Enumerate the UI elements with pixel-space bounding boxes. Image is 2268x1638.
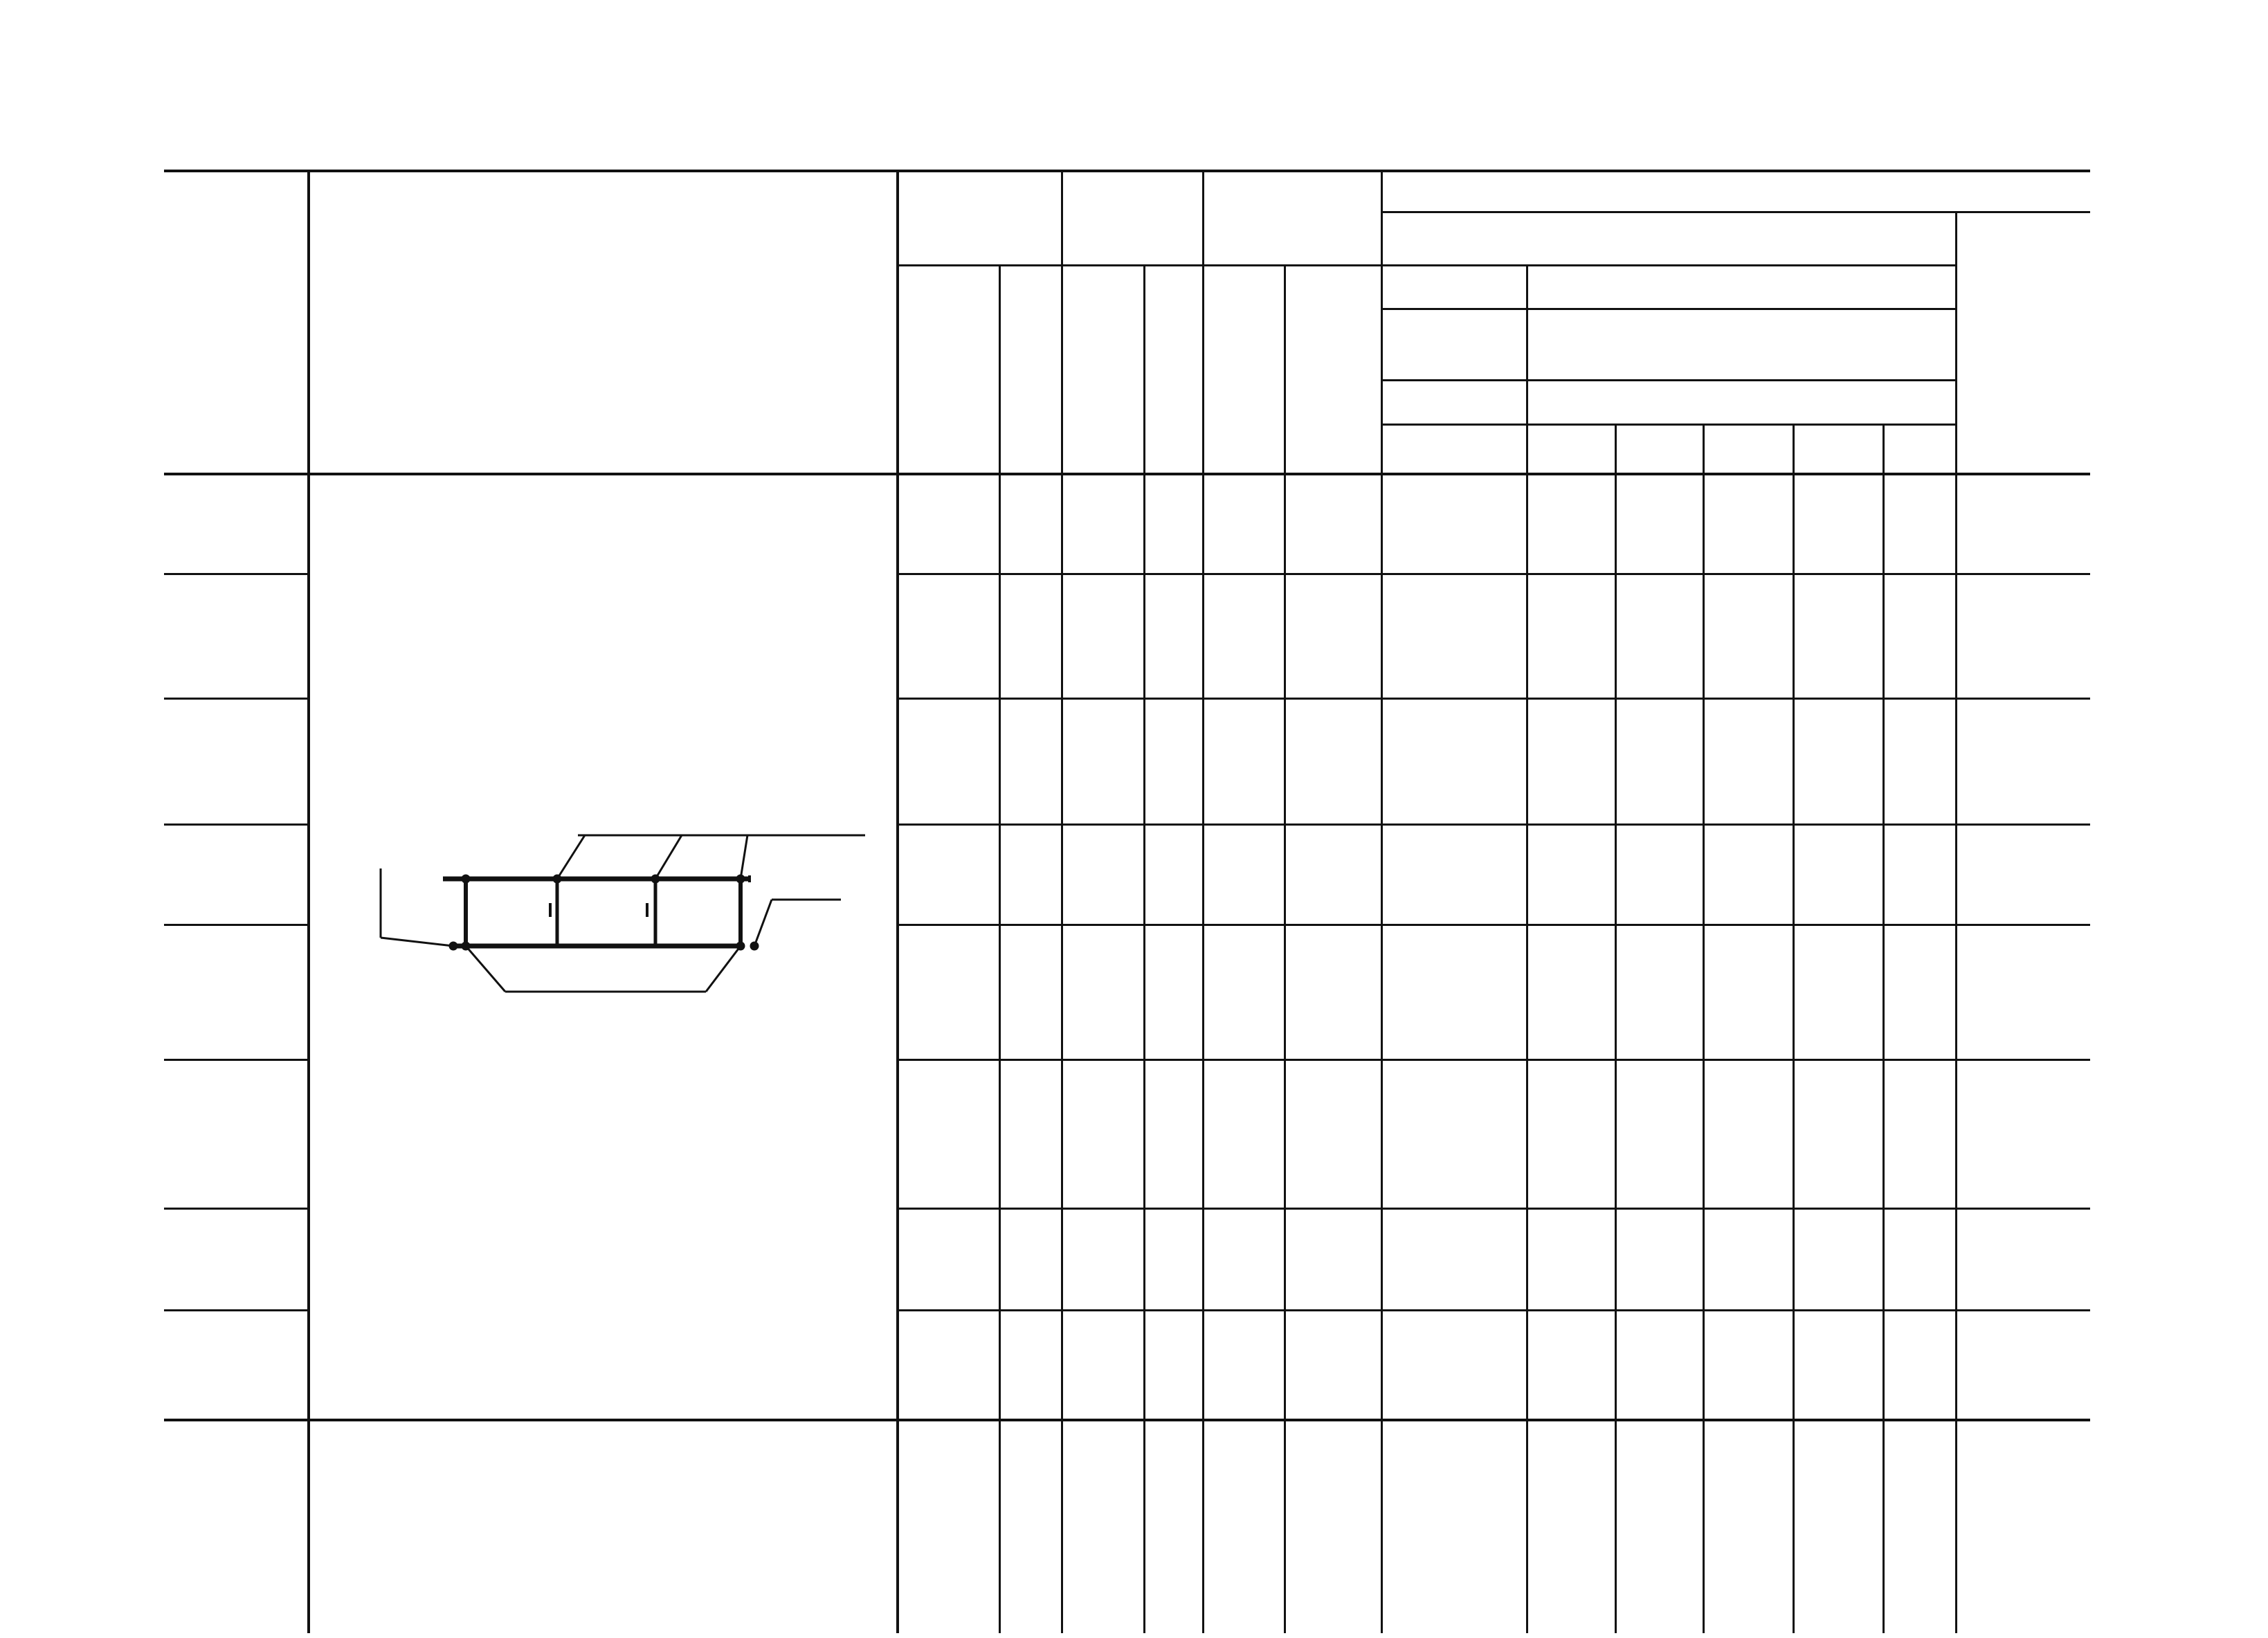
hline-diamvals	[1381, 424, 1955, 426]
vline-d12	[1703, 424, 1705, 1633]
row-sep-1b	[896, 573, 2090, 575]
reinforcement-drawing	[315, 640, 882, 1180]
row-sep-8	[164, 1419, 2090, 1421]
row-sep-5	[164, 1059, 307, 1061]
row-sep-1	[164, 573, 307, 575]
row-sep-6b	[896, 1208, 2090, 1210]
header-bottom-line	[164, 473, 2090, 475]
row-sep-7b	[896, 1309, 2090, 1311]
side-header	[0, 0, 42, 277]
row-sep-4	[164, 924, 307, 926]
vline-d14	[1793, 424, 1795, 1633]
vline-rod-q	[1284, 264, 1286, 1633]
row-sep-4b	[896, 924, 2090, 926]
vline-drawing	[896, 170, 899, 1633]
vline-loop	[1061, 170, 1063, 1633]
table-top-line	[164, 170, 2090, 172]
hline-gost	[1381, 308, 1955, 310]
vline-steel	[1381, 170, 1383, 1633]
vline-d8	[1526, 264, 1528, 1633]
frame-drawing	[381, 835, 865, 992]
vline-d16	[1883, 424, 1885, 1633]
vline-total	[1955, 211, 1957, 1633]
row-sep-2b	[896, 698, 2090, 700]
row-sep-6	[164, 1208, 307, 1210]
vline-rod	[1202, 170, 1204, 1633]
row-sep-7	[164, 1309, 307, 1311]
row-sep-5b	[896, 1059, 2090, 1061]
vline-loop-q	[1143, 264, 1145, 1633]
row-sep-2	[164, 698, 307, 700]
hline-class	[1381, 211, 2090, 213]
vline-d10	[1615, 424, 1617, 1633]
hline-diam	[1381, 379, 1955, 381]
vline-mark	[307, 170, 310, 1633]
row-sep-3	[164, 823, 307, 826]
hline-sub	[896, 264, 1955, 266]
row-sep-3b	[896, 823, 2090, 826]
vline-karkas-q	[999, 264, 1001, 1633]
